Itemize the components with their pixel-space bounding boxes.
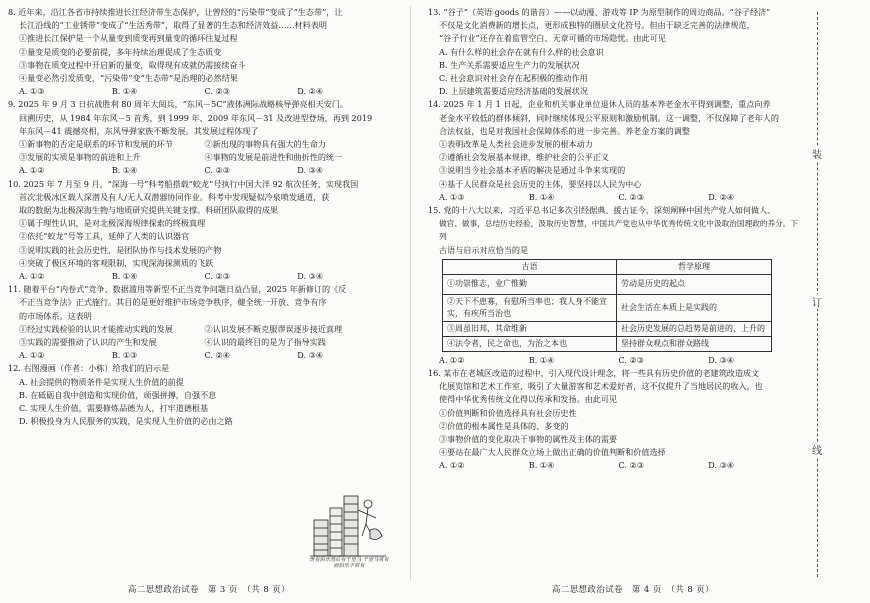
option: ①经过实践检验的认识才能推动实践的发展: [19, 323, 173, 334]
column-divider: [410, 6, 411, 581]
binding-mark: 装: [810, 146, 824, 161]
question-10-stem-line: 取的数据为北极深海生物与地质研究提供关键支撑。科研团队取得的成果: [19, 205, 279, 216]
binding-mark: 线: [810, 442, 824, 457]
question-15-stem-line: 古语与启示对应恰当的是: [439, 244, 529, 255]
option-pair: [8, 336, 390, 349]
table-cell: 坚持群众观点和群众路线: [617, 336, 772, 351]
choice-b: B. ①④: [528, 191, 555, 202]
option-pair: [8, 151, 390, 164]
answer-choices: [428, 191, 798, 204]
table-cell: ②天下不患寡，有慰所当率也；我人身不能宣实，有疾所当治也: [443, 294, 617, 321]
option: ②价值的根本属性是具体的、多变的: [439, 420, 569, 431]
question-8-stem-line: 长江沿线的“工业锈带”变成了“生活秀带”，取得了显著的生态和经济效益……材料表明: [19, 20, 327, 31]
option: ③实践的需要推动了认识的产生和发展: [19, 337, 157, 348]
option: ②依托“蛟龙”号等工具，延伸了人类的认识器官: [19, 231, 190, 242]
ancient-sayings-table: [442, 259, 772, 352]
question-15-stem-line: 15. 党的十八大以来，习近平总书记多次引经据典、援古证今，深刻阐释中国共产党人如何做人、: [428, 205, 776, 216]
option: ①价值判断和价值选择具有社会历史性: [439, 407, 577, 418]
choice-b: B. ①④: [528, 460, 555, 471]
choice-d: D. ③④: [297, 350, 324, 361]
answer-choices: [8, 85, 390, 98]
option: ②新出现的事物具有强大的生命力: [204, 139, 326, 150]
choice-b: B. ①④: [111, 86, 138, 97]
option: C. 社会意识对社会存在起积极的推动作用: [439, 73, 588, 84]
option: ④突破了极区环境的客观限制，实现深海探测质的飞跃: [19, 257, 214, 268]
question-11: [8, 283, 390, 362]
cartoon-caption: 世有伯乐然后有千里马 千里马常有而伯乐不常有: [309, 557, 389, 570]
option-pair: [8, 138, 390, 151]
choice-a: A. ①②: [19, 350, 45, 361]
question-12-stem-line: 12. 右图漫画（作者：小栋）给我们的启示是: [8, 363, 170, 374]
question-14-stem-line: 14. 2025 年 1 月 1 日起，企业和机关事业单位退休人员的基本养老金水平得到调整，重点向养: [428, 99, 771, 110]
choice-d: D. ②④: [708, 191, 735, 202]
question-15-stem-line: 做官、做事，总结历史经验，汲取历史智慧，中国共产党也从中华优秀传统文化中汲取治国理政的养分。下列: [439, 219, 798, 242]
choice-c: C. ②③: [618, 354, 645, 365]
choice-c: C. ②③: [618, 191, 645, 202]
choice-d: D. ②④: [297, 86, 324, 97]
question-10: [8, 178, 390, 284]
page-3-column: [8, 6, 390, 429]
choice-c: C. ②③: [204, 86, 231, 97]
choice-a: A. ①③: [439, 191, 465, 202]
option: ③事物在质变过程中开启新的量变，取得现有成就仍需接续奋斗: [19, 59, 246, 70]
question-16-stem-line: 16. 某市在老城区改造的过程中，引入现代设计理念，将一些具有历史价值的老建筑改造成文: [428, 368, 760, 379]
question-9-stem-line: 9. 2025 年 9 月 3 日抗战胜利 80 周年大阅兵，“东风－5C”液体洲际战略核导弹亮相天安门。: [8, 99, 349, 110]
choice-c: C. ②④: [204, 350, 231, 361]
option: D. 积极投身为人民服务的实践，是实现人生价值的必由之路: [19, 416, 233, 427]
question-13-stem-line: 不仅是文化消费新的增长点，更形成独特的圈层文化符号。但由于缺乏完善的法律规范，: [439, 20, 755, 31]
choice-d: D. ③④: [297, 271, 324, 282]
option: ④要站在最广大人民群众立场上做出正确的价值判断和价值选择: [439, 447, 666, 458]
answer-choices: [8, 270, 390, 283]
question-14-stem-line: 老金水平较低的群体倾斜，同时继续体现公平原则和激励机制。这一调整，不仅保障了老年人的: [439, 112, 779, 123]
question-16: [428, 367, 798, 473]
question-14-stem-line: 合法权益，也是对我国社会保障体系的进一步完善。养老金方案的调整: [439, 125, 690, 136]
option: ②量变是质变的必要前提，多年持续治理促成了生态质变: [19, 46, 222, 57]
question-15: [428, 204, 798, 367]
option: ①属于理性认识，是对北极深海规律探索的终极真理: [19, 218, 206, 229]
option: ③说明当今社会基本矛盾的解决是通过斗争来实现的: [439, 165, 626, 176]
answer-choices: [8, 349, 390, 362]
question-11-stem-line: 11. 随着平台“内卷式”竞争、数据滥用等新型不正当竞争问题日益凸显，2025 年新修订的《反: [8, 284, 347, 295]
table-cell: ④法令者，民之命也，为治之本也: [443, 336, 617, 351]
question-13-stem-line: “谷子行业”还存在着监管空白、无章可循的市场隐忧。由此可见: [439, 33, 666, 44]
option: A. 有什么样的社会存在就有什么样的社会意识: [439, 46, 604, 57]
page-4-column: [428, 6, 798, 473]
choice-a: A. ①②: [19, 165, 45, 176]
choice-a: A. ①③: [19, 86, 45, 97]
choice-a: A. ①②: [19, 271, 45, 282]
option: B. 在砥砺自我中创造和实现价值，顽强拼搏，自强不息: [19, 389, 217, 400]
question-8: [8, 6, 390, 98]
option: ④认识的最终目的是为了指导实践: [204, 337, 326, 348]
option: ③说明实践的社会历史性，是团队协作与技术发展的产物: [19, 244, 222, 255]
table-row: [443, 336, 772, 351]
table-cell: 社会历史发展的总趋势是前进的、上升的: [617, 321, 772, 336]
binding-mark: 订: [810, 294, 824, 309]
table-row: [443, 294, 772, 321]
table-header: 哲学原理: [617, 259, 772, 274]
option: ④量变必然引发质变，“污染带”变“生态带”是治理的必然结果: [19, 73, 238, 84]
question-10-stem-line: 首次北极冰区载人深潜及有人/无人双潜器协同作业。科考中发现疑似冷泉喷发通道，获: [19, 191, 330, 202]
question-13: [428, 6, 798, 98]
question-13-stem-line: 13. “谷子”（英语 goods 的谐音）——以动漫、游戏等 IP 为原型制作的周边商品。“谷子经济”: [428, 7, 771, 17]
choice-c: C. ②③: [618, 460, 645, 471]
table-header-row: [443, 259, 772, 274]
option: ③事物价值的变化取决于事物的属性及主体的需要: [439, 434, 618, 445]
choice-b: B. ①④: [528, 354, 555, 365]
choice-a: A. ①②: [439, 354, 465, 365]
option: A. 社会提供的物质条件是实现人生价值的前提: [19, 376, 184, 387]
table-row: [443, 274, 772, 294]
choice-a: A. ①②: [439, 460, 465, 471]
choice-c: C. ②③: [204, 165, 231, 176]
option: D. 上层建筑需要适应经济基础的发展状况: [439, 86, 588, 97]
answer-choices: [428, 459, 798, 472]
question-9-stem-line: 回溯历史，从 1984 年东风－5 首秀，到 1999 年、2009 年东风－31 及改进型登场，再到 2019: [19, 112, 373, 123]
option: ③发展的实质是事物的前进和上升: [19, 152, 141, 163]
choice-c: C. ②③: [204, 271, 231, 282]
table-cell: 劳动是历史的起点: [617, 274, 772, 294]
question-9-stem-line: 年东风－41 震撼亮相，东风导弹家族不断发展。其发展过程体现了: [19, 125, 259, 136]
answer-choices: [428, 354, 798, 367]
option: ④基于人民群众是社会历史的主体，要坚持以人民为中心: [439, 178, 642, 189]
page-footer-4: 高二思想政治试卷 第 4 页 （共 8 页）: [552, 584, 715, 594]
option: ②认识发展不断克服谬误逐步接近真理: [204, 323, 343, 334]
choice-d: D. ③④: [297, 165, 324, 176]
option-pair: [8, 323, 390, 336]
table-cell: 社会生活在本质上是实践的: [617, 294, 772, 321]
option: ①新事物的否定是联系的环节和发展的环节: [19, 139, 173, 150]
choice-b: B. ①④: [111, 165, 138, 176]
question-10-stem-line: 10. 2025 年 7 月至 9 月，“深海一号”科考船搭载“蛟龙”号执行中国大洋 92 航次任务，实现我国: [8, 178, 359, 189]
option: B. 生产关系需要适应生产力的发展状况: [439, 59, 580, 70]
question-12: [8, 362, 308, 428]
question-9: [8, 98, 390, 177]
page-footer-3: 高二思想政治试卷 第 3 页 （共 8 页）: [128, 584, 291, 594]
answer-choices: [8, 164, 390, 177]
choice-b: B. ①③: [111, 350, 138, 361]
table-cell: ①功崇惟志，业广惟勤: [443, 274, 617, 294]
question-11-stem-line: 不正当竞争法》正式施行。其目的是更好维护市场竞争秩序，健全统一开放、竞争有序: [19, 297, 327, 308]
option: ①表明改革是人类社会进步发展的根本动力: [439, 139, 593, 150]
cartoon-illustration: [308, 490, 388, 565]
option: ④事物的发展是前进性和曲折性的统一: [204, 152, 343, 163]
question-16-stem-line: 化展览馆和艺术工作室，吸引了大量游客和艺术爱好者，这不仅提升了当地居民的收入，也: [439, 381, 763, 392]
choice-b: B. ①④: [111, 271, 138, 282]
table-cell: ③周虽旧邦，其命维新: [443, 321, 617, 336]
table-header: 古语: [443, 259, 617, 274]
question-11-stem-line: 的市场体系。这表明: [19, 310, 92, 321]
option: ①推进长江保护是一个从量变到质变再到量变的循环往复过程: [19, 33, 238, 44]
choice-d: D. ③④: [708, 354, 735, 365]
choice-d: D. ③④: [708, 460, 735, 471]
question-14: [428, 98, 798, 204]
option: ②遵循社会发展基本规律，维护社会的公平正义: [439, 152, 609, 163]
table-row: [443, 321, 772, 336]
question-8-stem-line: 8. 近年来，沿江各省市持续推进长江经济带生态保护，让曾经的“污染带”变成了“生态带”，让: [8, 7, 343, 17]
question-16-stem-line: 使得中华优秀传统文化得以传承和发扬。由此可见: [439, 394, 618, 405]
option: C. 实现人生价值，需要修炼品德为人，打牢道德根基: [19, 403, 209, 414]
